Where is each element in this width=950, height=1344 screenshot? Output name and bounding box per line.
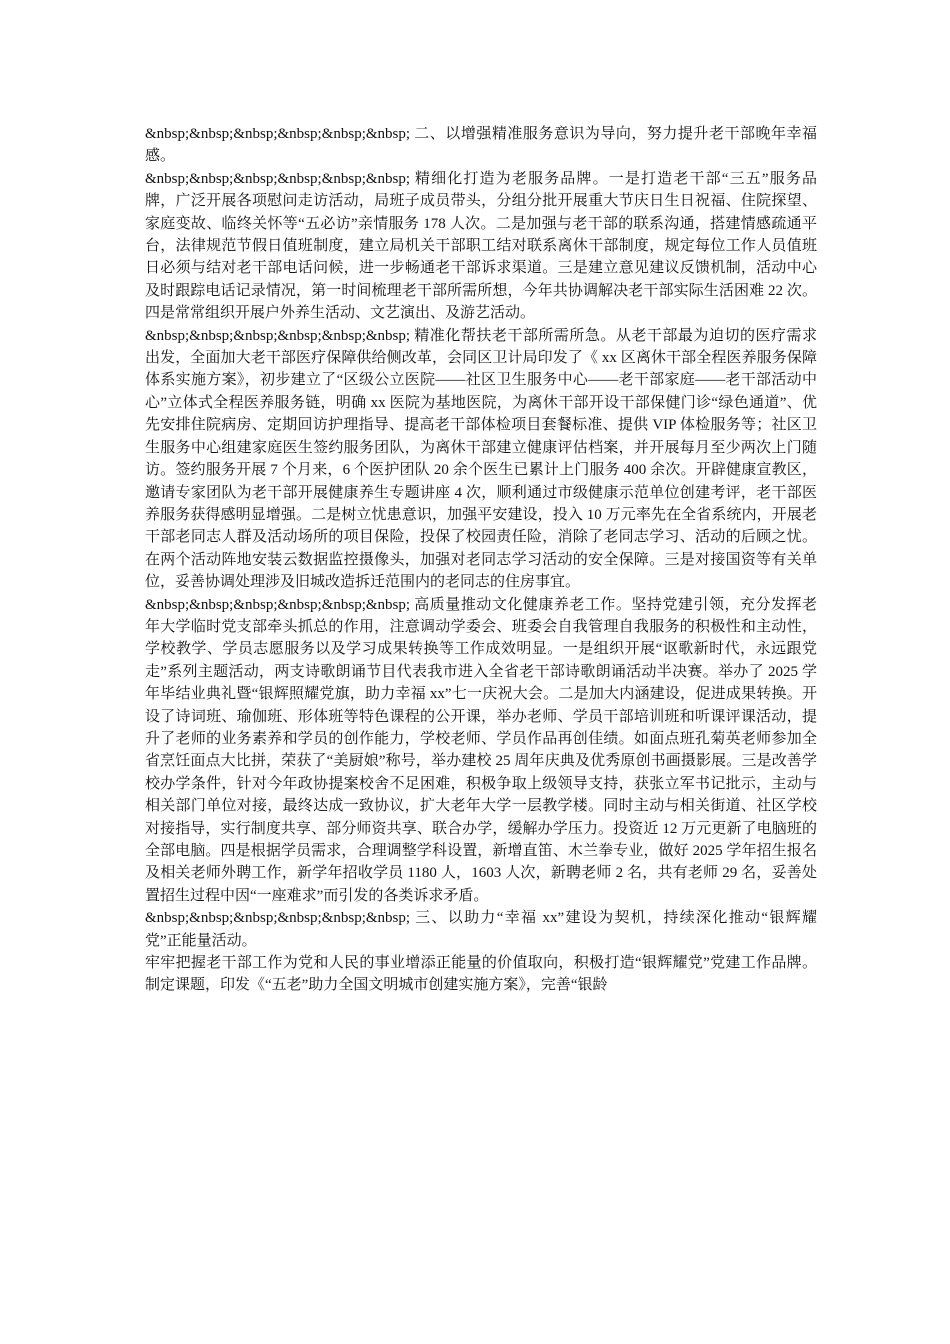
paragraph-service-brand: &nbsp;&nbsp;&nbsp;&nbsp;&nbsp;&nbsp; 精细化打造为老服务品牌。一是打造老干部“三五”服务品牌，广泛开展各项慰问走访活动，局班子成员带头，分组分批开展重大节庆日生日祝福、住院探望、家庭变故、临终关怀等“五必访”亲情服务 178 人次。二是加强与老干部的联系沟通，搭建情感疏通平台，法律规范节假日值班制度，建立局机关干部职工结对联系离休干部制度，规定每位工作人员值班日必须与结对老干部电话问候，进一步畅通老干部诉求渠道。三是建立意见建议反馈机制，活动中心及时跟踪电话记录情况，第一时间梳理老干部所需所想，今年共协调解决老干部实际生活困难 22 次。四是常常组织开展户外养生活动、文艺演出、及游艺活动。 — [145, 170, 817, 322]
paragraph-cultural-health: &nbsp;&nbsp;&nbsp;&nbsp;&nbsp;&nbsp; 高质量推动文化健康养老工作。坚持党建引领，充分发挥老年大学临时党支部牵头抓总的作用，注意调动学委会、班委会自我管理自我服务的积极性和主动性，学校教学、学员志愿服务以及学习成果转换等工作成效明显。一是组织开展“讴歌新时代，永远跟党走”系列主题活动，两支诗歌朗诵节目代表我市进入全省老干部诗歌朗诵活动半决赛。举办了 2025 学年毕结业典礼暨“银辉照耀党旗，助力幸福 xx”七一庆祝大会。二是加大内涵建设，促进成果转换。开设了诗词班、瑜伽班、形体班等特色课程的公开课，举办老师、学员干部培训班和听课评课活动，提升了老师的业务素养和学员的创作能力，学校老师、学员作品再创佳绩。如面点班孔菊英老师参加全省烹饪面点大比拼，荣获了“美厨娘”称号，举办建校 25 周年庆典及优秀原创书画摄影展。三是改善学校办学条件，针对今年政协提案校舍不足困难，积极争取上级领导支持，获张立军书记批示，主动与相关部门单位对接，最终达成一致协议，扩大老年大学一层教学楼。同时主动与相关街道、社区学校对接指导，实行制度共享、部分师资共享、联合办学，缓解办学压力。投资近 12 万元更新了电脑班的全部电脑。四是根据学员需求，合理调整学科设置，新增直笛、木兰拳专业，做好 2025 学年招生报名及相关老师外聘工作，新学年招收学员 1180 人，1603 人次，新聘老师 2 名，共有老师 29 名，妥善处置招生过程中因“一座难求”而引发的各类诉求矛盾。 — [145, 596, 817, 904]
paragraph-party-building: 牢牢把握老干部工作为党和人民的事业增添正能量的价值取向，积极打造“银辉耀党”党建工作品牌。制定课题，印发《“五老”助力全国文明城市创建实施方案》，完善“银龄 — [145, 955, 817, 994]
section-heading-three: &nbsp;&nbsp;&nbsp;&nbsp;&nbsp;&nbsp; 三、以助力“幸福 xx”建设为契机，持续深化推动“银辉耀党”正能量活动。 — [145, 910, 817, 949]
section-heading-two: &nbsp;&nbsp;&nbsp;&nbsp;&nbsp;&nbsp; 二、以增强精准服务意识为导向，努力提升老干部晚年幸福感。 — [145, 126, 817, 165]
paragraph-precise-assistance: &nbsp;&nbsp;&nbsp;&nbsp;&nbsp;&nbsp; 精准化帮扶老干部所需所急。从老干部最为迫切的医疗需求出发，全面加大老干部医疗保障供给侧改革，会同区卫计局印发了《 xx 区离休干部全程医养服务保障体系实施方案》，初步建立了“区级公立医院——社区卫生服务中心——老干部家庭——老干部活动中心”立体式全程医养服务链，明确 xx 医院为基地医院，为离休干部开设干部保健门诊“绿色通道”、优先安排住院病房、定期回访护理指导、提高老干部体检项目套餐标准、提供 VIP 体检服务等；社区卫生服务中心组建家庭医生签约服务团队，为离休干部建立健康评估档案，并开展每月至少两次上门随访。签约服务开展 7 个月来，6 个医护团队 20 余个医生已累计上门服务 400 余次。开辟健康宣教区，邀请专家团队为老干部开展健康养生专题讲座 4 次，顺利通过市级健康示范单位创建考评，老干部医养服务获得感明显增强。二是树立忧患意识，加强平安建设，投入 10 万元率先在全省系统内，开展老干部老同志人群及活动场所的项目保险，投保了校园责任险，消除了老同志学习、活动的后顾之忧。在两个活动阵地安装云数据监控摄像头，加强对老同志学习活动的安全保障。三是对接国资等有关单位，妥善协调处理涉及旧城改造拆迁范围内的老同志的住房事宜。 — [145, 327, 817, 591]
document-body — [145, 123, 817, 997]
